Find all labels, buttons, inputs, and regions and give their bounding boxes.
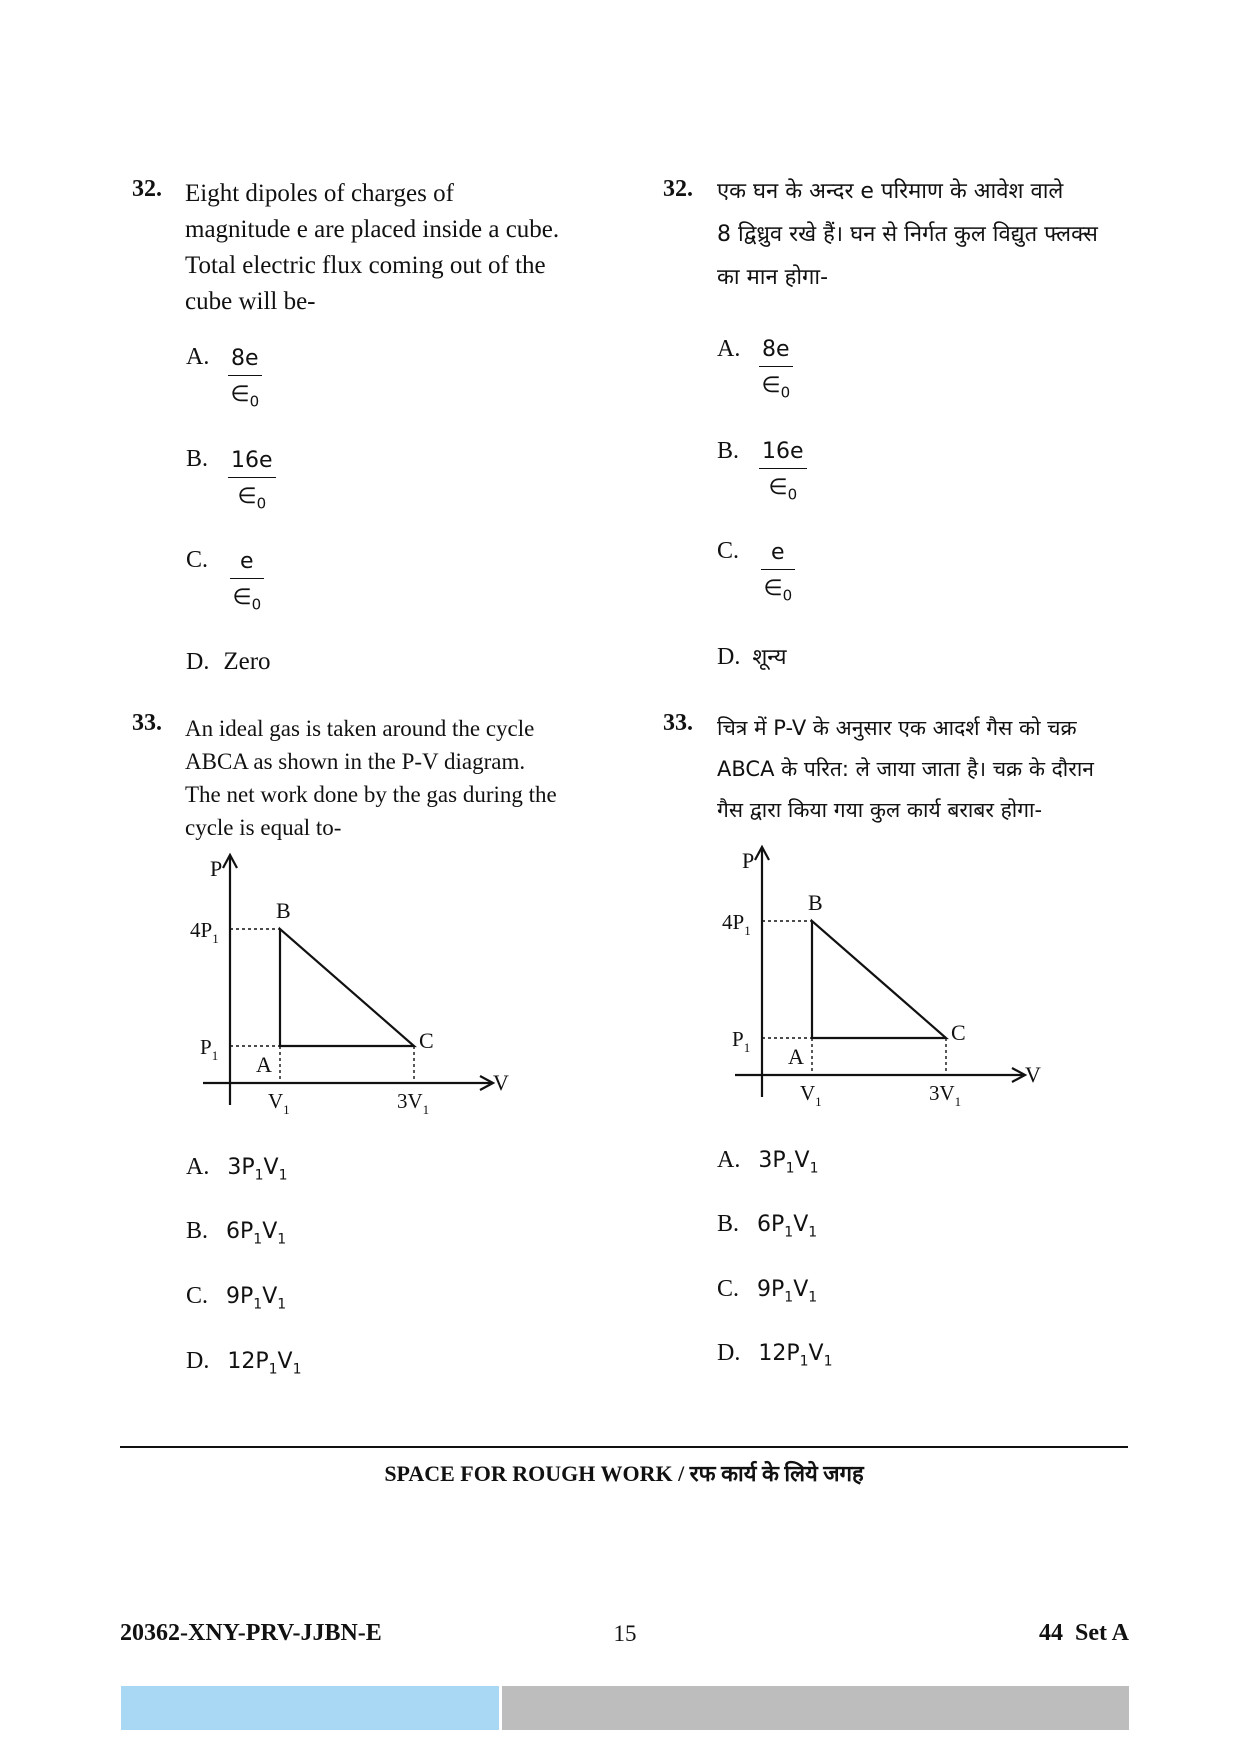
subscript: 0	[787, 485, 798, 504]
subscript: 1	[784, 1289, 794, 1306]
subscript: 1	[211, 1048, 219, 1063]
label-4p1	[190, 918, 219, 946]
point-b-label: B	[808, 890, 823, 915]
coefficient: 12P	[227, 1349, 269, 1374]
v-axis-label: V	[1025, 1062, 1041, 1087]
question-line: cube will be-	[185, 288, 316, 315]
subscript: 1	[743, 1040, 751, 1055]
coefficient: 9P	[226, 1284, 254, 1309]
option-c	[186, 1283, 286, 1312]
option-letter: B.	[717, 438, 740, 464]
option-letter: D.	[717, 1340, 741, 1366]
option-a	[186, 344, 209, 371]
question-line: ABCA as shown in the P-V diagram.	[185, 749, 526, 774]
option-letter: C.	[717, 1276, 740, 1302]
option-d	[717, 641, 787, 671]
subscript: 1	[422, 1102, 430, 1117]
epsilon-symbol: ∈	[230, 382, 250, 407]
label-3v1	[397, 1089, 429, 1117]
option-b	[717, 438, 739, 465]
volume-symbol: V	[262, 1219, 278, 1244]
abc-cycle	[812, 921, 946, 1038]
option-letter: A.	[186, 344, 210, 370]
epsilon-symbol: ∈	[232, 585, 252, 610]
question-text	[185, 176, 559, 320]
fraction	[228, 346, 262, 410]
option-a	[186, 1154, 288, 1183]
point-c-label: C	[951, 1020, 966, 1045]
subscript: 1	[278, 1167, 288, 1184]
option-value	[757, 1212, 818, 1241]
numerator: 16e	[759, 439, 807, 469]
label-text: 4P	[722, 910, 745, 934]
label-text: 3V	[397, 1089, 423, 1113]
option-letter: B.	[717, 1211, 740, 1237]
option-value: शून्य	[752, 645, 787, 670]
question-line: An ideal gas is taken around the cycle	[185, 716, 535, 741]
footer-bar-blue	[121, 1686, 499, 1730]
epsilon-symbol: ∈	[237, 484, 257, 509]
numerator: 8e	[228, 346, 262, 376]
subscript: 1	[277, 1296, 287, 1313]
volume-symbol: V	[793, 1212, 809, 1237]
subscript: 1	[212, 931, 219, 946]
option-letter: D.	[186, 1348, 210, 1374]
option-letter: B.	[186, 446, 209, 472]
volume-symbol: V	[794, 1148, 810, 1173]
fraction	[761, 540, 795, 604]
question-line: गैस द्वारा किया गया कुल कार्य बराबर होगा-	[717, 798, 1043, 822]
option-letter: C.	[717, 538, 740, 564]
subscript: 1	[809, 1160, 819, 1177]
label-p1	[732, 1027, 750, 1055]
coefficient: 12P	[758, 1341, 800, 1366]
question-line: चित्र में P-V के अनुसार एक आदर्श गैस को चक्र	[717, 716, 1077, 740]
p-axis-label: P	[742, 848, 755, 873]
option-value	[758, 1341, 833, 1370]
question-line: cycle is equal to-	[185, 815, 342, 840]
numerator: 8e	[759, 337, 793, 367]
volume-symbol: V	[277, 1349, 293, 1374]
paper-code: 20362-XNY-PRV-JJBN-E	[120, 1620, 382, 1646]
numerator: e	[761, 540, 795, 570]
question-line: Eight dipoles of charges of	[185, 180, 454, 207]
volume-symbol: V	[793, 1277, 809, 1302]
option-c	[717, 1276, 817, 1305]
label-4p1	[722, 910, 751, 938]
subscript: 1	[808, 1224, 818, 1241]
option-value	[227, 1349, 302, 1378]
option-letter: D.	[186, 649, 210, 675]
option-value	[226, 1219, 287, 1248]
question-line: Total electric flux coming out of the	[185, 252, 546, 279]
option-value	[226, 1284, 287, 1313]
subscript: 1	[815, 1094, 822, 1109]
option-letter: A.	[186, 1154, 210, 1180]
option-letter: B.	[186, 1218, 209, 1244]
subscript: 1	[799, 1353, 809, 1370]
option-letter: A.	[717, 1147, 741, 1173]
option-letter: D.	[717, 644, 741, 670]
option-value	[758, 1148, 819, 1177]
epsilon-symbol: ∈	[763, 576, 783, 601]
label-v1	[268, 1089, 290, 1117]
numerator: e	[230, 549, 264, 579]
subscript: 1	[253, 1296, 263, 1313]
point-a-label: A	[788, 1044, 804, 1069]
rough-work-heading	[120, 1458, 1128, 1488]
label-text: P	[732, 1027, 744, 1051]
numerator: 16e	[228, 448, 276, 478]
question-number: 33.	[132, 710, 162, 736]
option-b	[186, 1218, 286, 1247]
volume-symbol: V	[263, 1155, 279, 1180]
question-text	[717, 170, 1098, 299]
v-axis-label: V	[493, 1070, 509, 1095]
subscript: 1	[744, 923, 751, 938]
option-letter: C.	[186, 1283, 209, 1309]
question-line: एक घन के अन्दर e परिमाण के आवेश वाले	[717, 179, 1064, 204]
option-a	[717, 1147, 819, 1176]
coefficient: 9P	[757, 1277, 785, 1302]
question-text	[185, 712, 557, 844]
subscript: 1	[253, 1231, 263, 1248]
subscript: 0	[251, 595, 262, 614]
option-d	[186, 1348, 302, 1377]
subscript: 1	[808, 1289, 818, 1306]
label-text: P	[200, 1035, 212, 1059]
question-number: 32.	[663, 176, 693, 202]
option-value: Zero	[223, 648, 271, 675]
p-axis-label: P	[210, 856, 223, 881]
question-line: 8 द्विध्रुव रखे हैं। घन से निर्गत कुल विद्युत फ्लक्स	[717, 222, 1098, 247]
option-letter: A.	[717, 336, 741, 362]
label-text: 4P	[190, 918, 213, 942]
point-c-label: C	[419, 1028, 434, 1053]
epsilon-symbol: ∈	[768, 475, 788, 500]
label-text: V	[800, 1081, 816, 1105]
page-number: 15	[613, 1621, 637, 1646]
coefficient: 6P	[757, 1212, 785, 1237]
epsilon-symbol: ∈	[761, 373, 781, 398]
pv-diagram	[712, 842, 1062, 1112]
question-number: 32.	[132, 176, 162, 202]
subscript: 1	[283, 1102, 290, 1117]
subscript: 1	[823, 1353, 833, 1370]
option-b	[717, 1211, 817, 1240]
option-c	[186, 547, 208, 574]
pv-diagram	[180, 850, 530, 1120]
point-a-label: A	[256, 1052, 272, 1077]
question-line: ABCA के परित: ले जाया जाता है। चक्र के दौरान	[717, 757, 1094, 781]
subscript: 1	[254, 1167, 264, 1184]
option-d	[717, 1340, 833, 1369]
fraction	[759, 439, 807, 503]
subscript: 0	[256, 494, 267, 513]
volume-symbol: V	[262, 1284, 278, 1309]
label-v1	[800, 1081, 822, 1109]
coefficient: 3P	[758, 1148, 786, 1173]
option-letter: C.	[186, 547, 209, 573]
subscript: 1	[785, 1160, 795, 1177]
point-b-label: B	[276, 898, 291, 923]
question-text	[717, 708, 1094, 831]
option-a	[717, 336, 740, 363]
question-line: The net work done by the gas during the	[185, 782, 557, 807]
option-b	[186, 446, 208, 473]
coefficient: 3P	[227, 1155, 255, 1180]
question-line: magnitude e are placed inside a cube.	[185, 216, 560, 243]
label-3v1	[929, 1081, 961, 1109]
option-value	[757, 1277, 818, 1306]
fraction	[228, 448, 276, 512]
subscript: 1	[268, 1361, 278, 1378]
question-number: 33.	[663, 710, 693, 736]
subscript: 1	[784, 1224, 794, 1241]
divider-line	[120, 1446, 1128, 1448]
option-c	[717, 538, 739, 565]
abc-cycle	[280, 929, 414, 1046]
fraction	[759, 337, 793, 401]
label-text: V	[268, 1089, 284, 1113]
label-text: 3V	[929, 1081, 955, 1105]
subscript: 0	[780, 383, 791, 402]
rough-work-label: SPACE FOR ROUGH WORK / रफ कार्य के लिये जगह	[384, 1461, 864, 1486]
subscript: 1	[954, 1094, 962, 1109]
fraction	[230, 549, 264, 613]
subscript: 1	[277, 1231, 287, 1248]
question-line: का मान होगा-	[717, 265, 829, 290]
option-d	[186, 648, 271, 676]
set-label: 44 Set A	[1039, 1620, 1129, 1646]
label-p1	[200, 1035, 218, 1063]
coefficient: 6P	[226, 1219, 254, 1244]
footer-bar-gray	[502, 1686, 1129, 1730]
volume-symbol: V	[808, 1341, 824, 1366]
subscript: 1	[292, 1361, 302, 1378]
option-value	[227, 1155, 288, 1184]
subscript: 0	[249, 392, 260, 411]
subscript: 0	[782, 586, 793, 605]
